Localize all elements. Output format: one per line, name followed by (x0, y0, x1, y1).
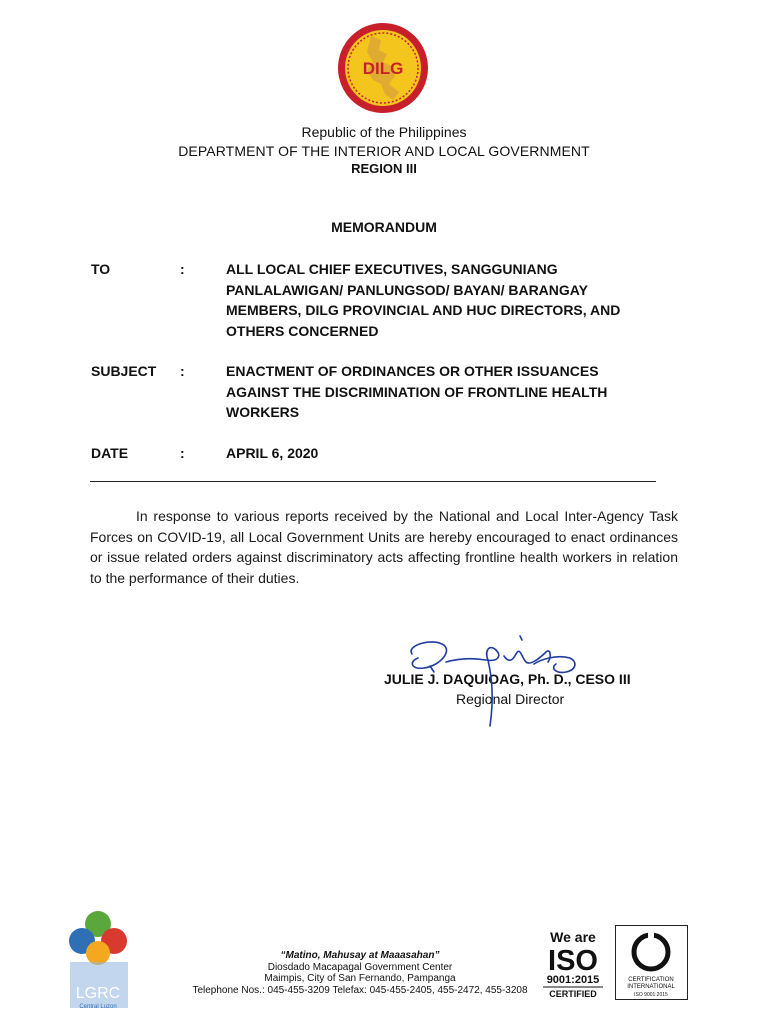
iso-std: 9001:2015 (546, 974, 600, 986)
header-republic: Republic of the Philippines (301, 124, 467, 140)
subject-label: SUBJECT (91, 363, 157, 379)
lgrc-logo (64, 908, 132, 1012)
iso-certified: CERTIFIED (549, 989, 597, 999)
to-value (226, 259, 666, 341)
date-value: APRIL 6, 2020 (226, 445, 319, 461)
lgrc-text: LGRC (75, 985, 121, 1002)
handwritten-signature (400, 628, 590, 728)
footer-motto: “Matino, Mahusay at Maaasahan” (280, 950, 440, 961)
to-line: MEMBERS, DILG PROVINCIAL AND HUC DIRECTORS, AND (226, 302, 621, 318)
cert-line1: CERTIFICATION (628, 977, 674, 983)
footer-phones: Telephone Nos.: 045-455-3209 Telefax: 045-455-2405, 455-2472, 455-3208 (192, 984, 528, 996)
subject-line: AGAINST THE DISCRIMINATION OF FRONTLINE HEALTH (226, 383, 608, 400)
header-region: REGION III (351, 161, 417, 176)
to-line: PANLALAWIGAN/ PANLUNGSOD/ BAYAN/ BARANGAY (226, 281, 588, 298)
to-line: OTHERS CONCERNED (226, 322, 379, 339)
footer (160, 950, 560, 996)
iso-word: ISO (548, 945, 598, 977)
signatory-name: JULIE J. DAQUIOAG, Ph. D., CESO III (384, 671, 631, 687)
certification-international-badge (615, 925, 688, 1000)
subject-value (226, 361, 666, 423)
memo-title: MEMORANDUM (331, 219, 437, 235)
body-paragraph: In response to various reports received by the National and Local Inter-Agency Task Forces on COVID-19, all Local Government Units are hereby encouraged to enact ordinances or issue related orders against discriminatory acts affecting frontline health workers in relation to the performance of their duties. (90, 508, 678, 586)
cert-line2: INTERNATIONAL (627, 984, 675, 990)
subject-line: ENACTMENT OF ORDINANCES OR OTHER ISSUANCES (226, 363, 599, 379)
iso-certified-badge (540, 928, 606, 1000)
to-label: TO (91, 261, 111, 277)
date-colon: : (180, 445, 185, 461)
dilg-logo-text: DILG (362, 59, 404, 78)
cert-line3: ISO 9001:2015 (634, 992, 668, 998)
footer-address2: Maimpis, City of San Fernando, Pampanga (264, 973, 456, 984)
lgrc-sub: Central Luzon (79, 1004, 117, 1010)
footer-address1: Diosdado Macapagal Government Center (267, 961, 453, 973)
header-department: DEPARTMENT OF THE INTERIOR AND LOCAL GOVERNMENT (178, 143, 590, 159)
to-colon: : (180, 261, 185, 277)
iso-we-are: We are (550, 929, 596, 945)
subject-line: WORKERS (226, 404, 300, 420)
to-line: ALL LOCAL CHIEF EXECUTIVES, SANGGUNIANG (226, 261, 558, 277)
date-label: DATE (91, 445, 129, 461)
signatory-title: Regional Director (456, 691, 565, 707)
dilg-logo (337, 22, 429, 114)
separator-rule (90, 481, 656, 482)
subject-colon: : (180, 363, 185, 379)
